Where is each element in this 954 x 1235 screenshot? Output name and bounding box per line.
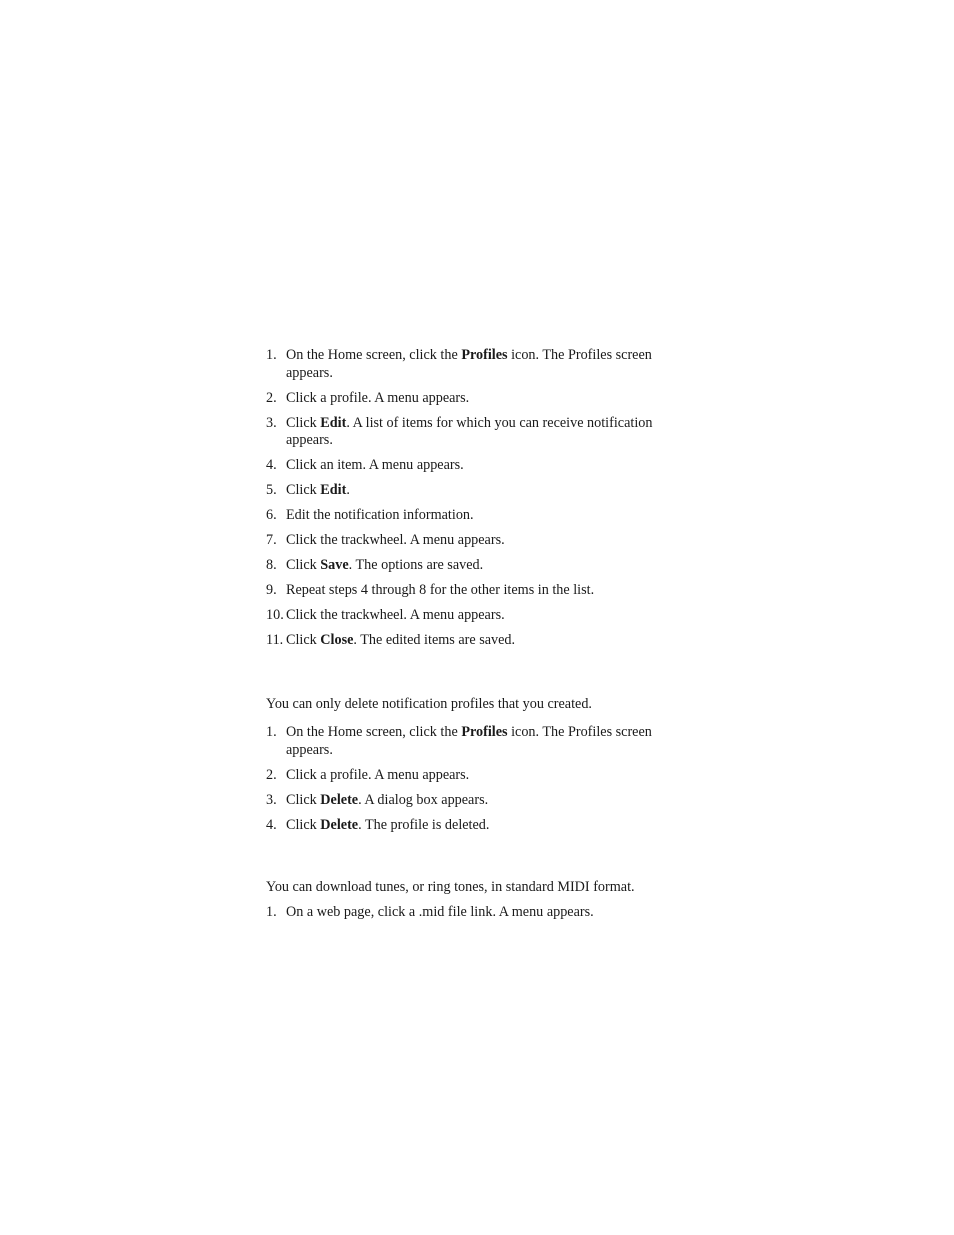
list-item (266, 792, 686, 810)
step-number: 7. (266, 532, 277, 548)
step-text: Click the trackwheel. A menu appears. (286, 607, 505, 623)
list-item (266, 415, 686, 450)
step-text: On the Home screen, click the Profiles icon. The Profiles screen appears. (286, 347, 652, 381)
download-tunes-steps (266, 904, 686, 922)
list-item (266, 582, 686, 600)
step-text: Click an item. A menu appears. (286, 457, 464, 473)
step-text: On a web page, click a .mid file link. A menu appears. (286, 904, 594, 920)
step-text: Click Edit. (286, 482, 350, 498)
step-text: Click the trackwheel. A menu appears. (286, 532, 505, 548)
step-number: 5. (266, 482, 277, 498)
step-text: Click a profile. A menu appears. (286, 766, 470, 783)
list-item (266, 767, 686, 785)
step-number: 2. (266, 389, 277, 406)
step-number: 1. (266, 904, 277, 920)
step-number: 3. (266, 791, 277, 808)
step-number: 2. (266, 766, 277, 783)
step-number: 1. (266, 347, 277, 363)
step-number: 6. (266, 507, 277, 523)
step-number: 4. (266, 457, 277, 473)
list-item (266, 817, 686, 835)
step-text: Click Save. The options are saved. (286, 557, 484, 573)
step-number: 1. (266, 724, 277, 740)
edit-profile-steps (266, 347, 686, 650)
step-number: 11. (266, 632, 284, 648)
step-text: Click Edit. A list of items for which you can receive notification appears. (286, 414, 653, 448)
step-number: 3. (266, 414, 277, 431)
step-number: 8. (266, 557, 277, 573)
step-text: On the Home screen, click the Profiles icon. The Profiles screen appears. (286, 724, 652, 758)
step-number: 9. (266, 582, 277, 598)
list-item (266, 390, 686, 408)
list-item (266, 724, 686, 759)
list-item (266, 507, 686, 525)
step-text: Edit the notification information. (286, 507, 474, 523)
section-intro: You can download tunes, or ring tones, in standard MIDI format. (266, 879, 635, 895)
list-item (266, 347, 686, 382)
edit-profile-section (266, 347, 686, 657)
step-text: Click Delete. The profile is deleted. (286, 816, 490, 833)
step-text: Click Close. The edited items are saved. (286, 632, 516, 648)
delete-profile-section (266, 696, 686, 842)
download-tunes-section (266, 879, 686, 929)
list-item (266, 482, 686, 500)
list-item (266, 607, 686, 625)
list-item (266, 532, 686, 550)
delete-profile-steps (266, 724, 686, 834)
step-number: 10. (266, 607, 284, 623)
step-text: Repeat steps 4 through 8 for the other items in the list. (286, 582, 595, 598)
list-item (266, 557, 686, 575)
list-item (266, 632, 686, 650)
step-number: 4. (266, 816, 277, 833)
list-item (266, 457, 686, 475)
list-item (266, 904, 686, 922)
step-text: Click Delete. A dialog box appears. (286, 791, 489, 808)
step-text: Click a profile. A menu appears. (286, 389, 470, 406)
section-intro: You can only delete notification profiles that you created. (266, 696, 592, 712)
